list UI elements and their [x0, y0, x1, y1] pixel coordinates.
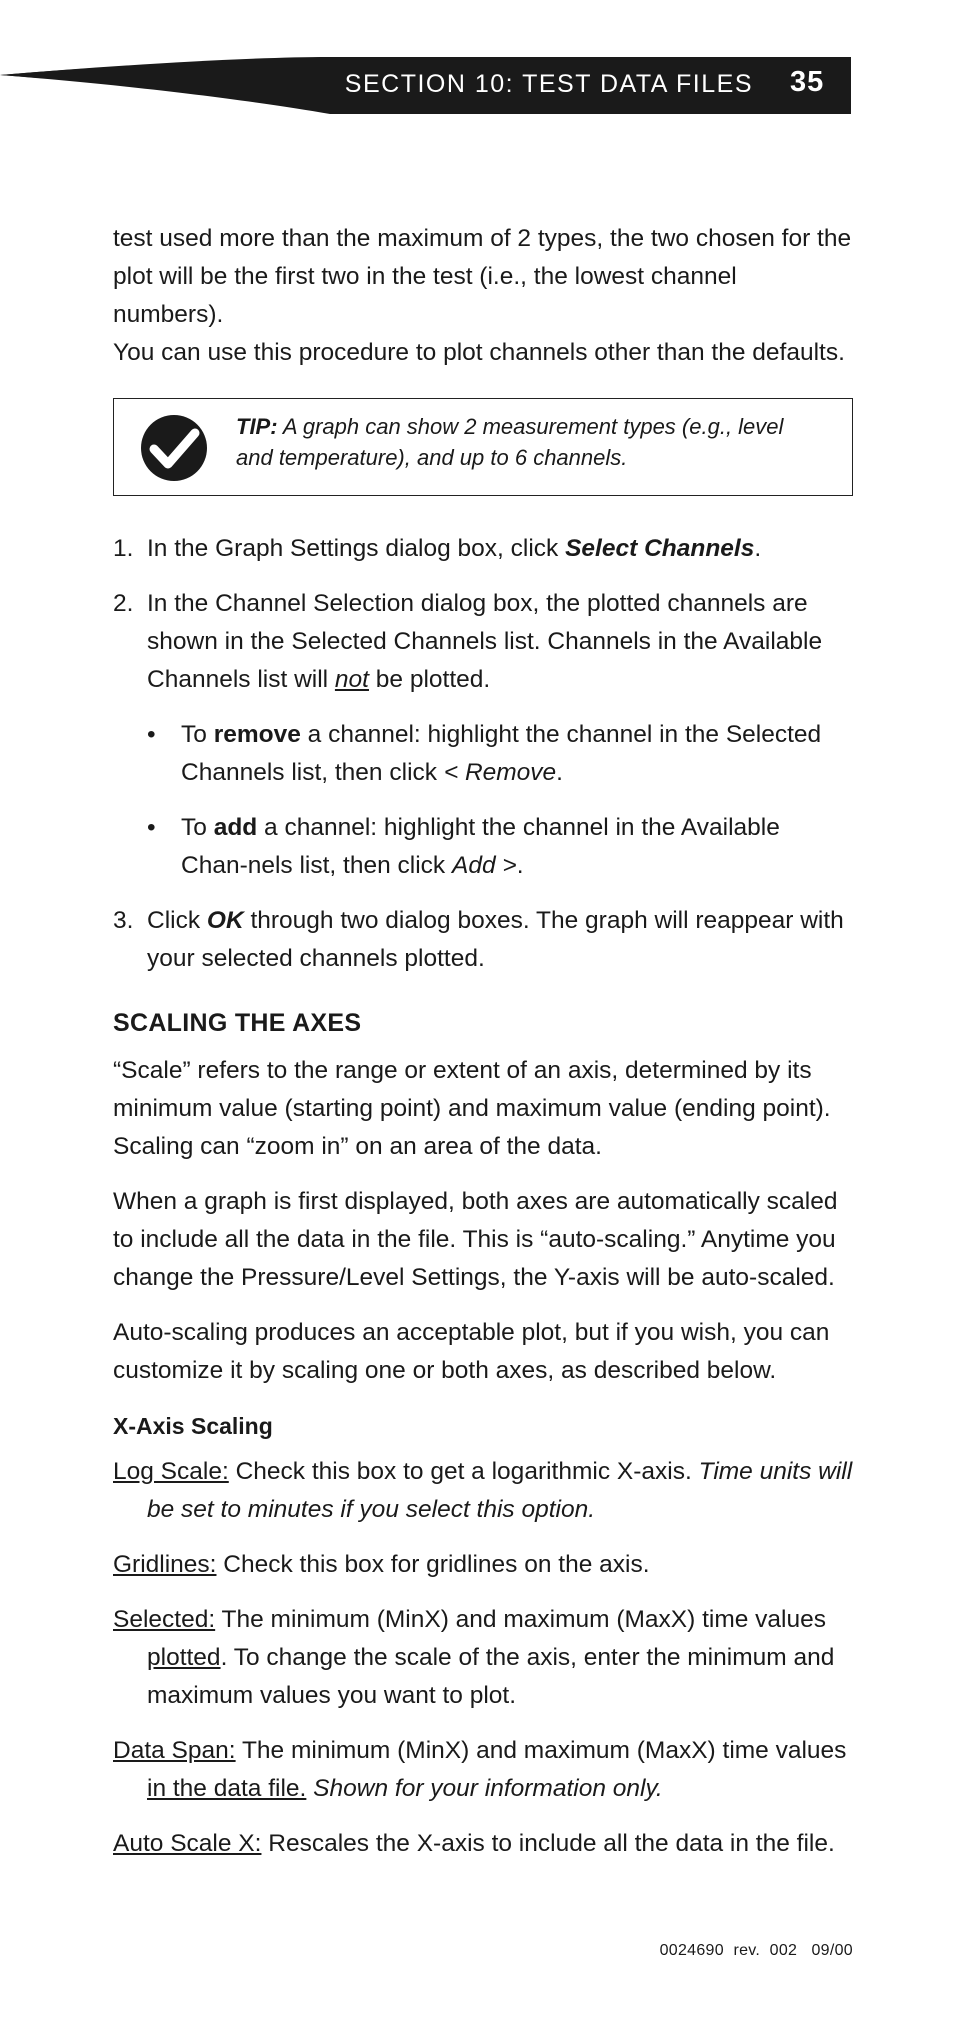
definition-text: . To change the scale of the axis, enter the minimum and maximum values you want to plot.	[147, 1644, 835, 1709]
bullet-text: .	[556, 759, 563, 786]
section-title: SECTION 10: TEST DATA FILES	[344, 70, 753, 98]
tip-label: TIP:	[236, 414, 278, 439]
bullet-list	[147, 716, 853, 885]
definition-text: Check this box to get a logarithmic X-axis.	[228, 1458, 699, 1485]
bullet-italic: Add >	[451, 852, 517, 879]
definition-gridlines	[113, 1546, 853, 1584]
step-emphasis: Select Channels	[565, 535, 755, 562]
step-text: In the Graph Settings dialog box, click	[147, 535, 566, 562]
definition-data-span	[113, 1732, 853, 1808]
tip-callout	[113, 398, 853, 496]
step-text: be plotted.	[368, 666, 491, 693]
step-text: Click	[147, 907, 207, 934]
intro-line: plot will be the first two in the test (i.e., the lowest channel numbers).	[113, 263, 737, 328]
bullet-bold: add	[213, 814, 258, 841]
intro-paragraph	[113, 220, 853, 372]
definition-term: Log Scale:	[113, 1458, 229, 1485]
bullet-item	[147, 809, 853, 885]
page-number: 35	[790, 66, 825, 98]
bullet-text: To	[181, 814, 214, 841]
step-item	[113, 585, 853, 885]
definition-selected	[113, 1601, 853, 1715]
step-text: In the Channel Selection dialog box, the plotted channels are shown in the Selected Channels list. Channels in the Available Channels list will	[147, 590, 823, 693]
definition-term: Selected:	[113, 1606, 216, 1633]
bullet-item	[147, 716, 853, 792]
body-paragraph: “Scale” refers to the range or extent of an axis, determined by its minimum value (starting point) and maximum value (ending point). Scaling can “zoom in” on an area of the data.	[113, 1057, 831, 1160]
step-emphasis: not	[334, 666, 369, 693]
section-heading: SCALING THE AXES	[113, 1009, 362, 1037]
step-number: 2.	[113, 590, 134, 617]
step-item	[113, 902, 853, 978]
definition-text: Check this box for gridlines on the axis.	[216, 1551, 650, 1578]
step-emphasis: OK	[206, 907, 244, 934]
procedure-steps	[113, 530, 853, 978]
definition-term: Data Span:	[113, 1737, 236, 1764]
bullet-marker: •	[147, 721, 156, 748]
definition-auto-scale-x	[113, 1825, 853, 1863]
document-revision-info: 0024690 rev. 002 09/00	[659, 1942, 853, 1959]
step-text: through two dialog boxes. The graph will reappear with your selected channels plotted.	[147, 907, 844, 972]
definition-term: Auto Scale X:	[113, 1830, 262, 1857]
page-body	[113, 220, 853, 1880]
tip-text	[236, 411, 822, 473]
definition-note: Shown for your information only.	[306, 1775, 663, 1802]
subsection-heading: X-Axis Scaling	[113, 1413, 273, 1439]
definition-text: The minimum (MinX) and maximum (MaxX) time values	[215, 1606, 826, 1633]
intro-line: test used more than the maximum of 2 types, the two chosen for the	[113, 225, 852, 252]
definition-note: Time units will be set to minutes if you select this option.	[147, 1458, 853, 1523]
step-number: 3.	[113, 907, 134, 934]
body-paragraph: When a graph is first displayed, both axes are automatically scaled to include all the data in the file. This is “auto-scaling.” Anytime you change the Pressure/Level Settings, the Y-axis will be auto-scaled.	[113, 1188, 838, 1291]
step-text: .	[754, 535, 762, 562]
body-paragraph: Auto-scaling produces an acceptable plot, but if you wish, you can customize it by scaling one or both axes, as described below.	[113, 1319, 830, 1384]
definition-term: Gridlines:	[113, 1551, 217, 1578]
step-item	[113, 530, 853, 568]
bullet-bold: remove	[213, 721, 301, 748]
checkmark-circle-icon	[140, 414, 208, 482]
tip-body: A graph can show 2 measurement types (e.g., level and temperature), and up to 6 channels.	[236, 414, 784, 470]
intro-line: You can use this procedure to plot channels other than the defaults.	[113, 339, 845, 366]
bullet-text: a channel: highlight the channel in the Selected Channels list, then click	[181, 721, 822, 786]
bullet-marker: •	[147, 814, 156, 841]
bullet-text: .	[516, 852, 524, 879]
definition-underlined: in the data file.	[147, 1775, 307, 1802]
definition-underlined: plotted	[147, 1644, 221, 1671]
definition-text: Rescales the X-axis to include all the data in the file.	[261, 1830, 835, 1857]
step-number: 1.	[113, 535, 134, 562]
bullet-text: To	[181, 721, 214, 748]
definition-log-scale	[113, 1453, 853, 1529]
definition-text: The minimum (MinX) and maximum (MaxX) time values	[235, 1737, 847, 1764]
bullet-italic: < Remove	[443, 759, 557, 786]
bullet-text: a channel: highlight the channel in the Available Chan-nels list, then click	[181, 814, 780, 879]
